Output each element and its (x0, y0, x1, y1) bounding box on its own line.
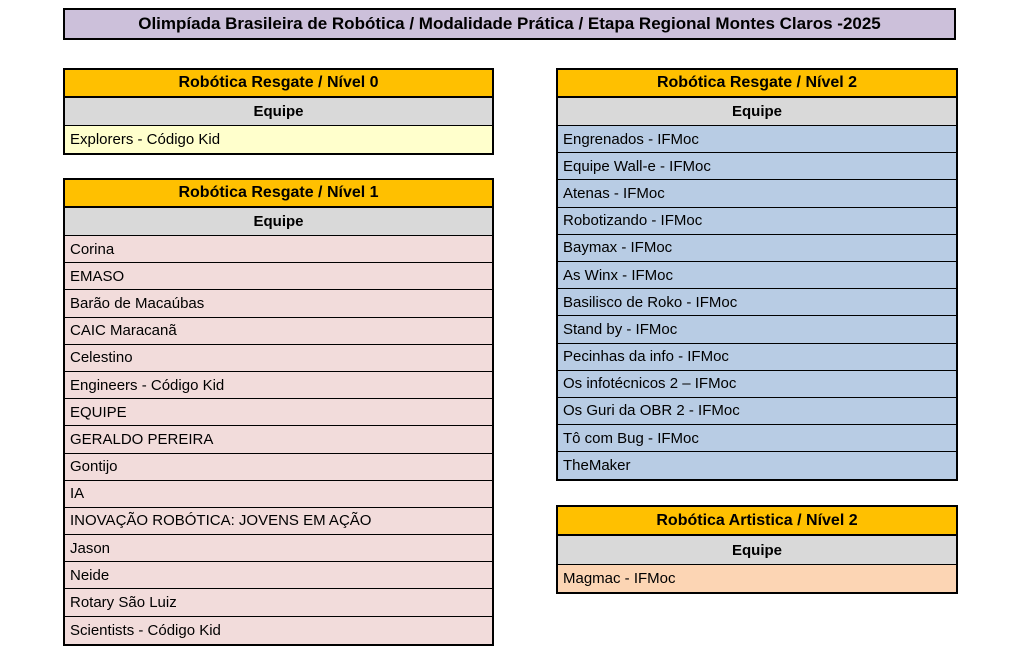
table-heading: Robótica Resgate / Nível 2 (558, 70, 956, 98)
team-row: Tô com Bug - IFMoc (558, 425, 956, 452)
team-row: Os Guri da OBR 2 - IFMoc (558, 398, 956, 425)
team-row: Os infotécnicos 2 – IFMoc (558, 371, 956, 398)
table-resgate-nivel-1 (63, 178, 494, 646)
team-row: Magmac - IFMoc (558, 565, 956, 592)
team-row: Jason (65, 535, 492, 562)
team-row: Basilisco de Roko - IFMoc (558, 289, 956, 316)
team-row: Stand by - IFMoc (558, 316, 956, 343)
team-row: CAIC Maracanã (65, 318, 492, 345)
column-header-equipe: Equipe (65, 98, 492, 126)
team-row: Rotary São Luiz (65, 589, 492, 616)
column-header-equipe: Equipe (65, 208, 492, 236)
table-artistica-nivel-2 (556, 505, 958, 594)
column-header-equipe: Equipe (558, 98, 956, 126)
table-heading: Robótica Resgate / Nível 1 (65, 180, 492, 208)
team-row: IA (65, 481, 492, 508)
team-row: Atenas - IFMoc (558, 180, 956, 207)
team-row: Pecinhas da info - IFMoc (558, 344, 956, 371)
team-row: Explorers - Código Kid (65, 126, 492, 153)
team-row: Robotizando - IFMoc (558, 208, 956, 235)
table-heading: Robótica Artistica / Nível 2 (558, 507, 956, 536)
team-row: GERALDO PEREIRA (65, 426, 492, 453)
team-row: Neide (65, 562, 492, 589)
team-row: Celestino (65, 345, 492, 372)
team-row: INOVAÇÃO ROBÓTICA: JOVENS EM AÇÃO (65, 508, 492, 535)
team-row: As Winx - IFMoc (558, 262, 956, 289)
table-resgate-nivel-2 (556, 68, 958, 481)
team-row: Engrenados - IFMoc (558, 126, 956, 153)
table-heading: Robótica Resgate / Nível 0 (65, 70, 492, 98)
team-row: Equipe Wall-e - IFMoc (558, 153, 956, 180)
team-row: Engineers - Código Kid (65, 372, 492, 399)
team-row: EQUIPE (65, 399, 492, 426)
team-row: Corina (65, 236, 492, 263)
team-row: Barão de Macaúbas (65, 290, 492, 317)
team-row: Scientists - Código Kid (65, 617, 492, 644)
page-title: Olimpíada Brasileira de Robótica / Modalidade Prática / Etapa Regional Montes Claros -2025 (63, 8, 956, 40)
table-resgate-nivel-0 (63, 68, 494, 155)
team-row: TheMaker (558, 452, 956, 479)
team-row: Gontijo (65, 454, 492, 481)
column-header-equipe: Equipe (558, 536, 956, 565)
team-row: EMASO (65, 263, 492, 290)
team-row: Baymax - IFMoc (558, 235, 956, 262)
